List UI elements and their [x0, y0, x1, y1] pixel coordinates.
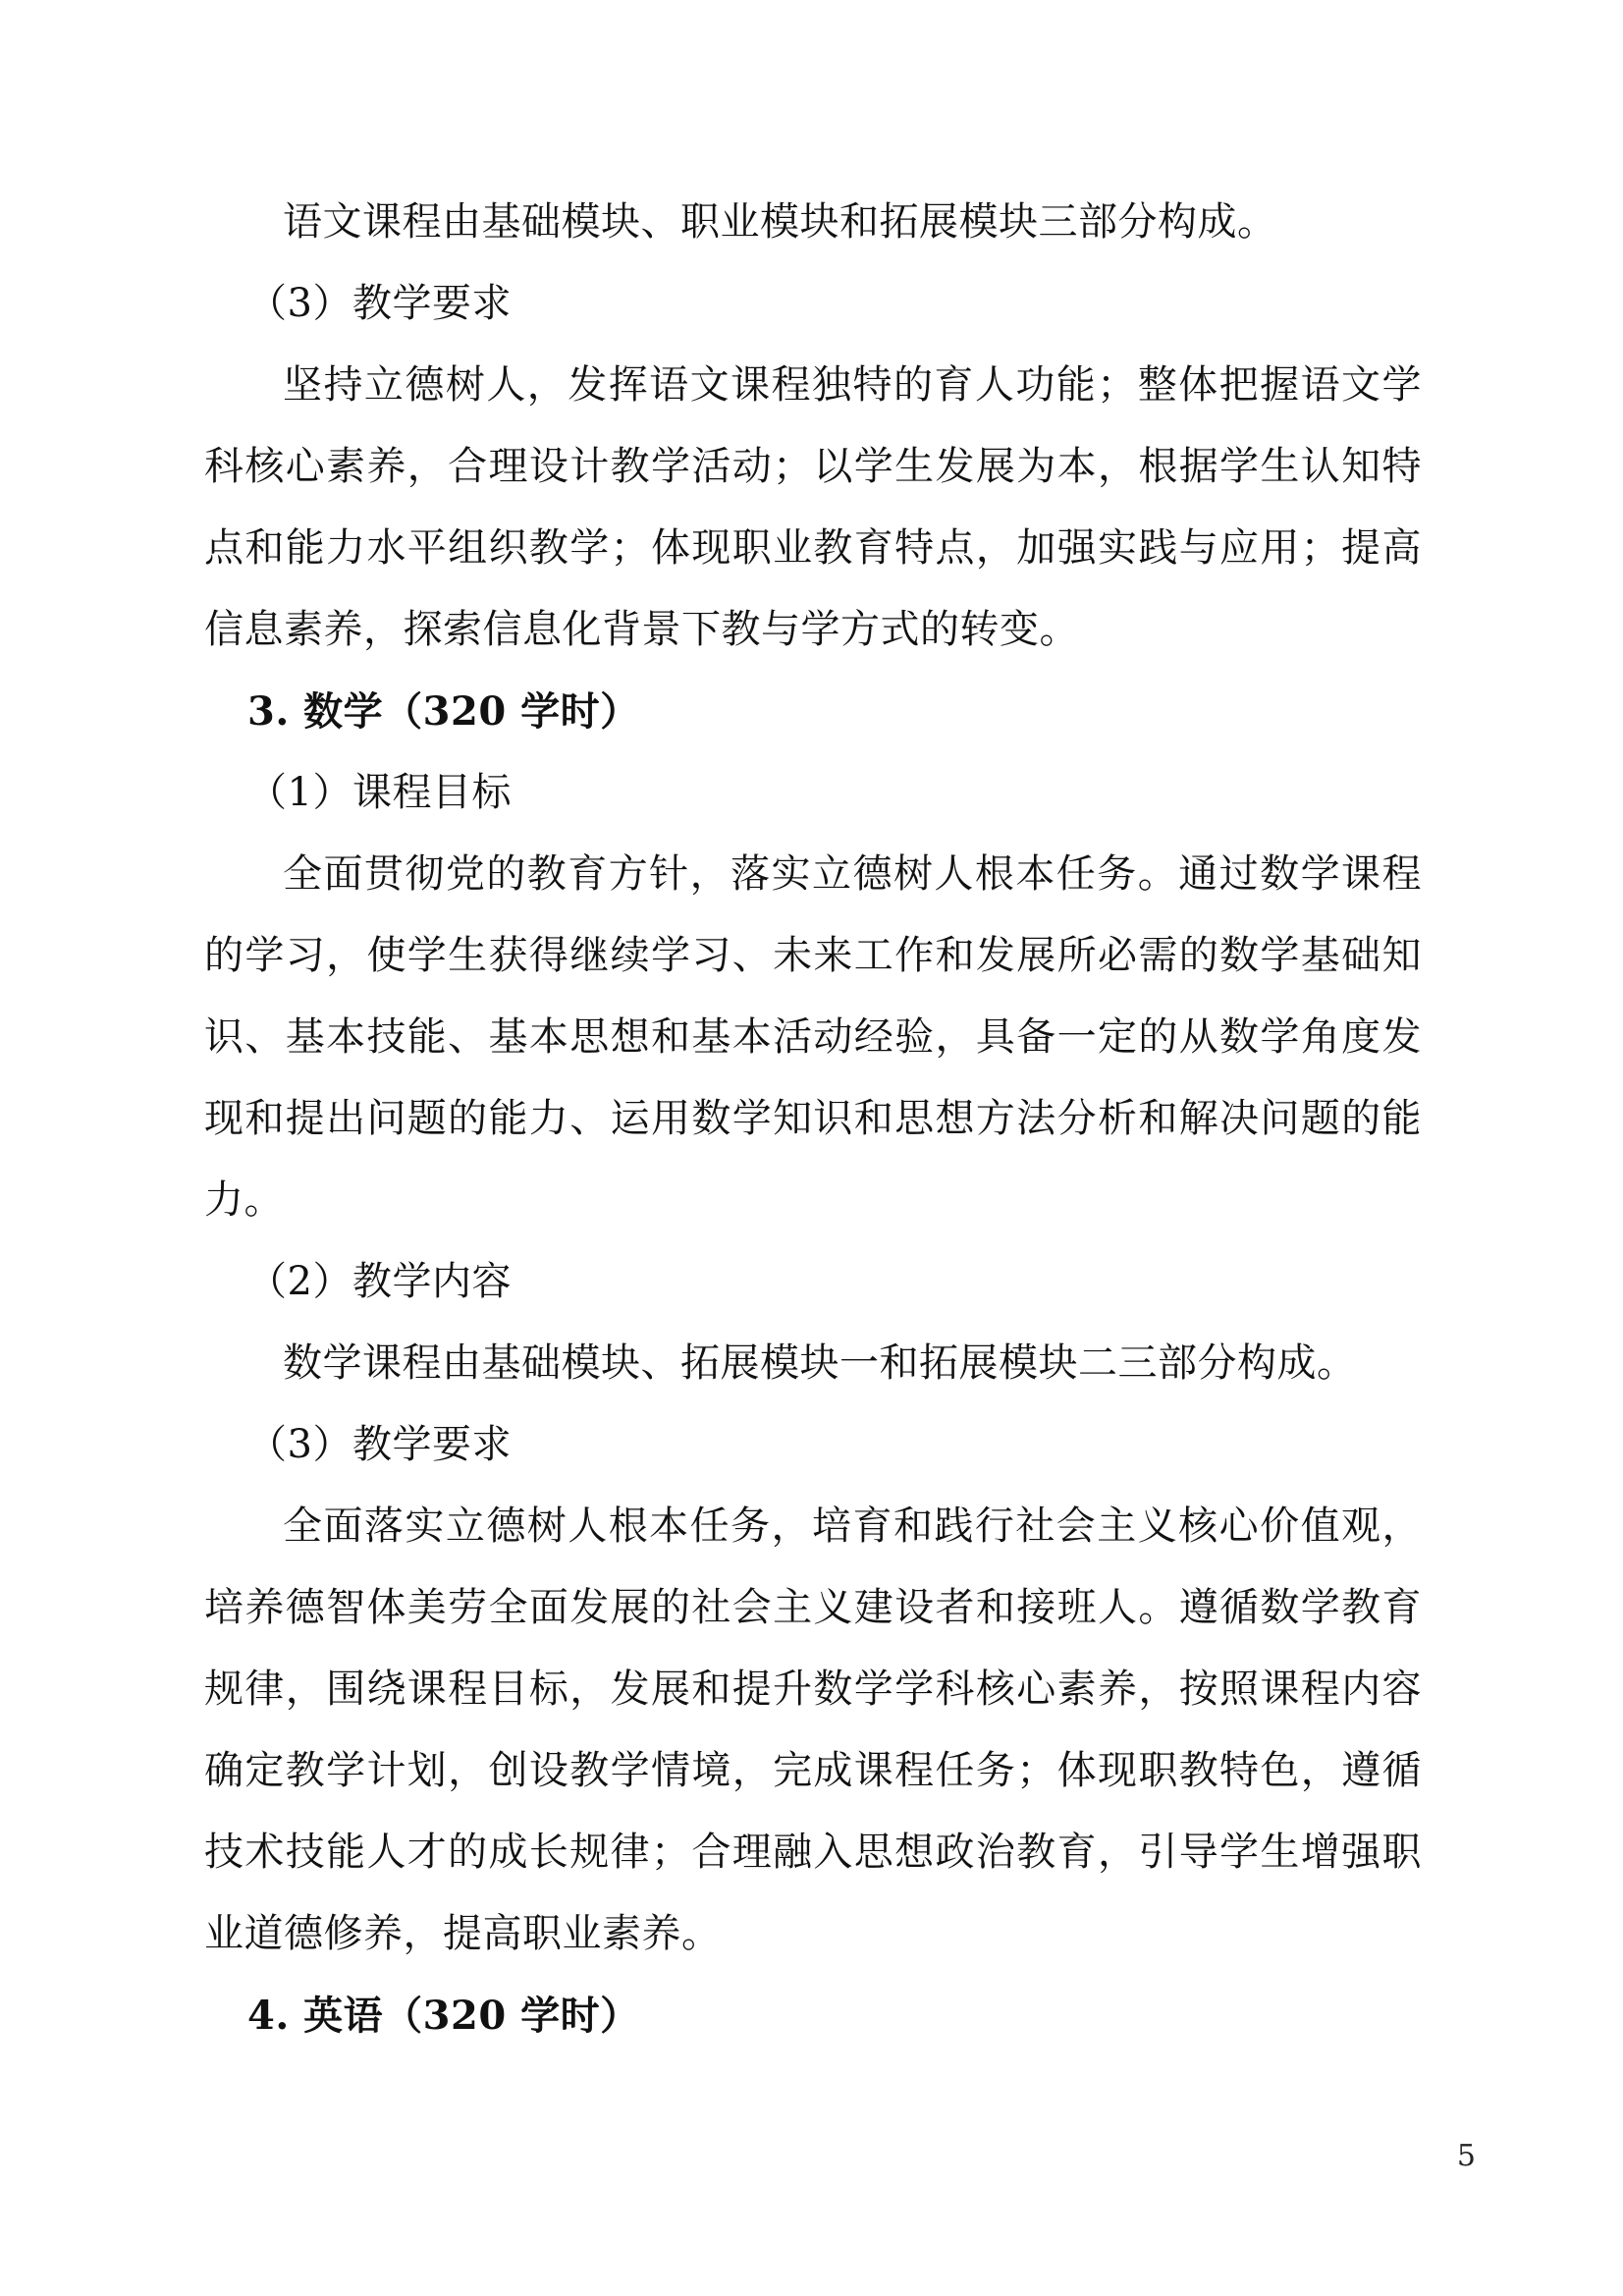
paragraph-chinese-module-composition: 语文课程由基础模块、职业模块和拓展模块三部分构成。 — [283, 199, 1277, 245]
paragraph-math-course-objectives: 全面贯彻党的教育方针，落实立德树人根本任务。通过数学课程的学习，使学生获得继续学习、未来工作和发展所必需的数学基础知识、基本技能、基本思想和基本活动经验，具备一定的从数学角度发现和提出问题的能力、运用数学知识和思想方法分析和解决问题的能力。 — [204, 851, 1422, 1223]
paragraph-math-teaching-requirements: 全面落实立德树人根本任务，培育和践行社会主义核心价值观，培养德智体美劳全面发展的社会主义建设者和接班人。遵循数学教育规律，围绕课程目标，发展和提升数学学科核心素养，按照课程内容确定教学计划，创设教学情境，完成课程任务；体现职教特色，遵循技术技能人才的成长规律；合理融入思想政治教育，引导学生增强职业道德修养，提高职业素养。 — [204, 1503, 1422, 1956]
page-body — [204, 182, 1422, 2056]
subheading-teaching-requirements-chinese: （3）教学要求 — [247, 281, 512, 326]
subheading-teaching-content-math: （2）教学内容 — [247, 1259, 512, 1304]
paragraph-math-module-composition: 数学课程由基础模块、拓展模块一和拓展模块二三部分构成。 — [283, 1340, 1357, 1386]
subheading-teaching-requirements-math: （3）教学要求 — [247, 1422, 512, 1467]
page-number: 5 — [1456, 2139, 1476, 2173]
heading-mathematics: 3. 数学（320 学时） — [247, 688, 640, 735]
heading-english: 4. 英语（320 学时） — [247, 1993, 640, 2039]
subheading-course-objectives-math: （1）课程目标 — [247, 770, 512, 815]
paragraph-chinese-teaching-requirements: 坚持立德树人，发挥语文课程独特的育人功能；整体把握语文学科核心素养，合理设计教学活动；以学生发展为本，根据学生认知特点和能力水平组织教学；体现职业教育特点，加强实践与应用；提高信息素养，探索信息化背景下教与学方式的转变。 — [204, 362, 1422, 652]
